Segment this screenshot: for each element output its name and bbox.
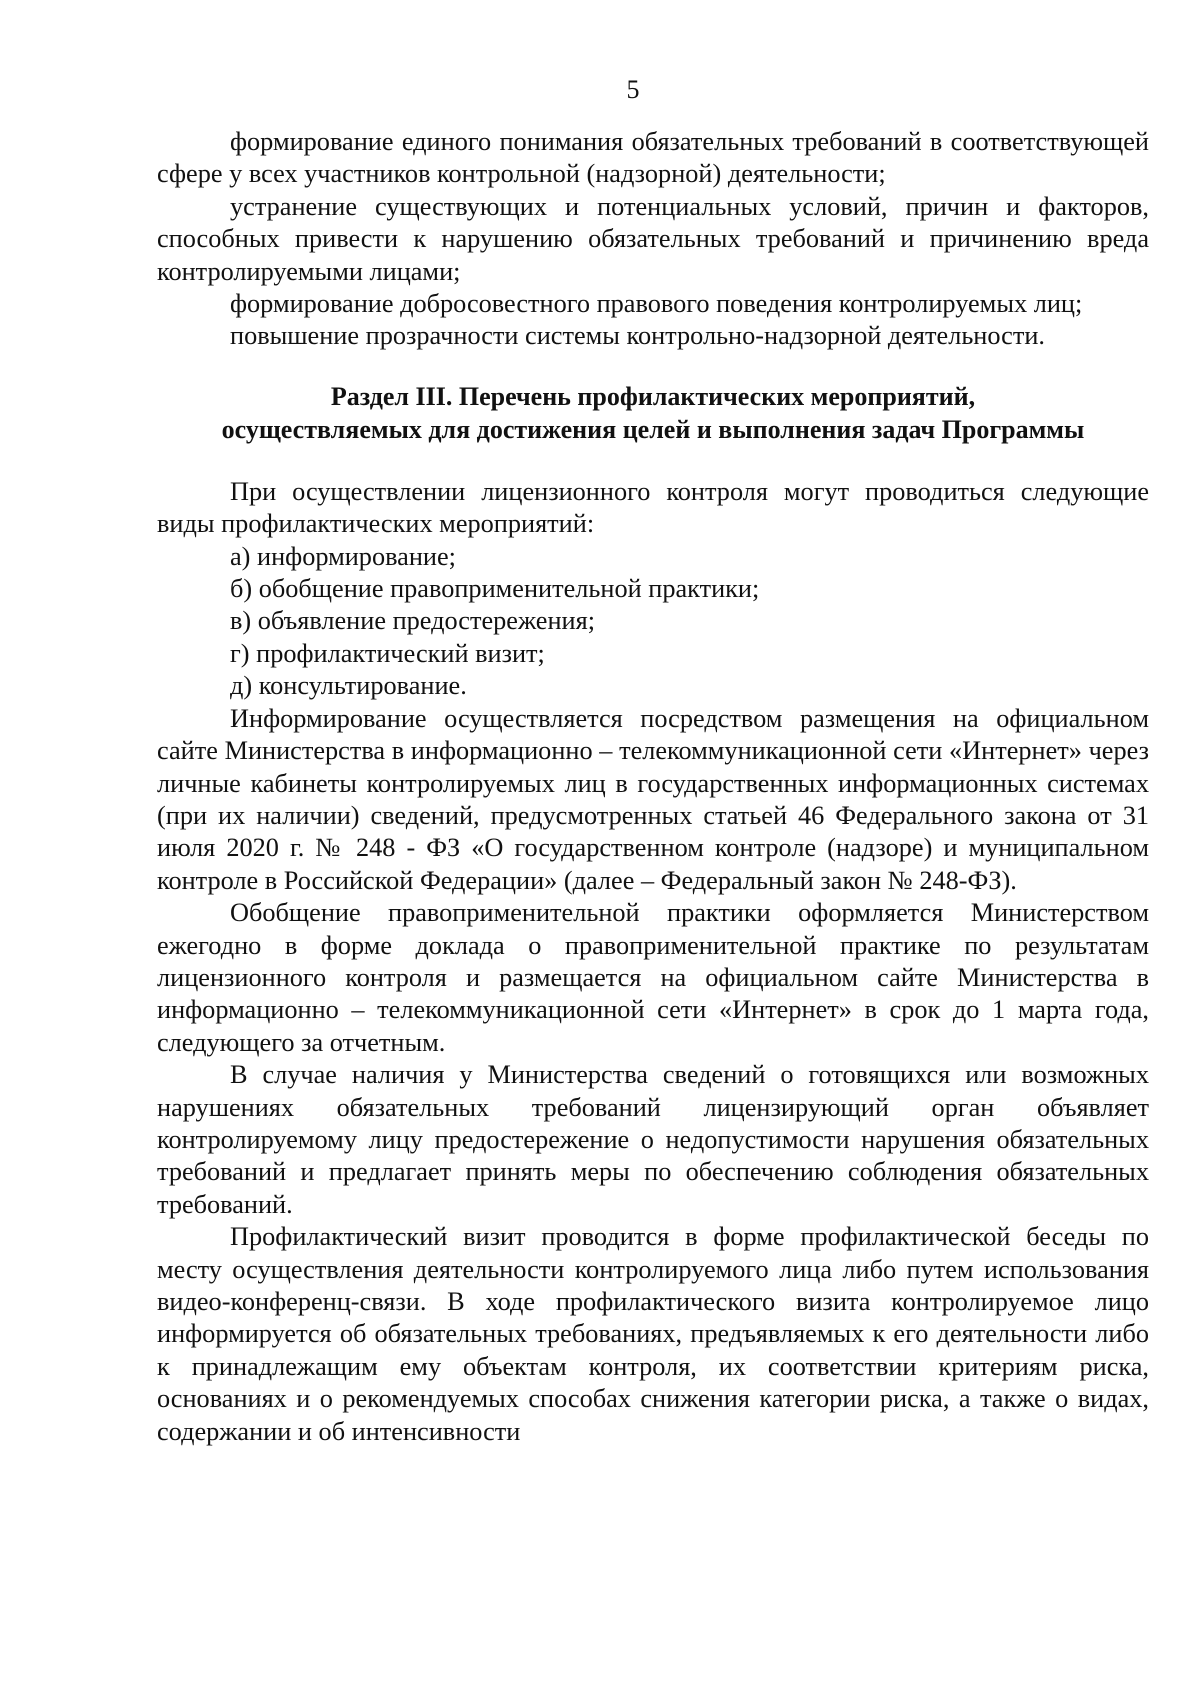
- paragraph-preventive-visit: Профилактический визит проводится в форме профилактической беседы по месту осуществления деятельности контролируемого лица либо путем использования видео-конференц-связи. В ходе профилактического визита контролируемое лицо информируется об обязательных требованиях, предъявляемых к его деятельности либо к принадлежащим ему объектам контроля, их соответствии критериям риска, основаниях и о рекомендуемых способах снижения категории риска, а также о видах, содержании и об интенсивности: [157, 1222, 1149, 1446]
- list-item-e: д) консультирование.: [230, 671, 467, 701]
- paragraph-goal-4: повышение прозрачности системы контрольно-надзорной деятельности.: [230, 321, 1045, 351]
- section-heading: [157, 380, 1149, 446]
- list-item-d: г) профилактический визит;: [230, 638, 545, 668]
- paragraph-goal-3: формирование добросовестного правового поведения контролируемых лиц;: [230, 289, 1083, 319]
- list-item-b: б) обобщение правоприменительной практики;: [230, 574, 760, 604]
- paragraph-generalization: Обобщение правоприменительной практики оформляется Министерством ежегодно в форме доклада о правоприменительной практике по результатам лицензионного контроля и размещается на официальном сайте Министерства в информационно – телекоммуникационной сети «Интернет» в срок до 1 марта года, следующего за отчетным.: [157, 898, 1149, 1057]
- paragraph-goal-2: устранение существующих и потенциальных условий, причин и факторов, способных привести к нарушению обязательных требований и причинению вреда контролируемыми лицами;: [157, 191, 1149, 286]
- paragraph-informing: Информирование осуществляется посредством размещения на официальном сайте Министерства в информационно – телекоммуникационной сети «Интернет» через личные кабинеты контролируемых лиц в государственных информационных системах (при их наличии) сведений, предусмотренных статьей 46 Федерального закона от 31 июля 2020 г. № 248 - ФЗ «О государственном контроле (надзоре) и муниципальном контроле в Российской Федерации» (далее – Федеральный закон № 248-ФЗ).: [157, 703, 1149, 895]
- paragraph-goal-1: формирование единого понимания обязательных требований в соответствующей сфере у всех участников контрольной (надзорной) деятельности;: [157, 127, 1149, 189]
- document-page: [157, 70, 1149, 1630]
- list-item-c: в) объявление предостережения;: [230, 606, 595, 636]
- paragraph-warning: В случае наличия у Министерства сведений о готовящихся или возможных нарушениях обязательных требований лицензирующий орган объявляет контролируемому лицу предостережение о недопустимости нарушения обязательных требований и предлагает принять меры по обеспечению соблюдения обязательных требований.: [157, 1060, 1149, 1219]
- section-heading-line-1: Раздел III. Перечень профилактических мероприятий,: [330, 381, 976, 411]
- section-heading-line-2: осуществляемых для достижения целей и выполнения задач Программы: [221, 414, 1085, 444]
- list-item-a: а) информирование;: [230, 541, 456, 571]
- page-number: 5: [626, 75, 640, 104]
- intro-paragraph: При осуществлении лицензионного контроля могут проводиться следующие виды профилактических мероприятий:: [157, 476, 1149, 539]
